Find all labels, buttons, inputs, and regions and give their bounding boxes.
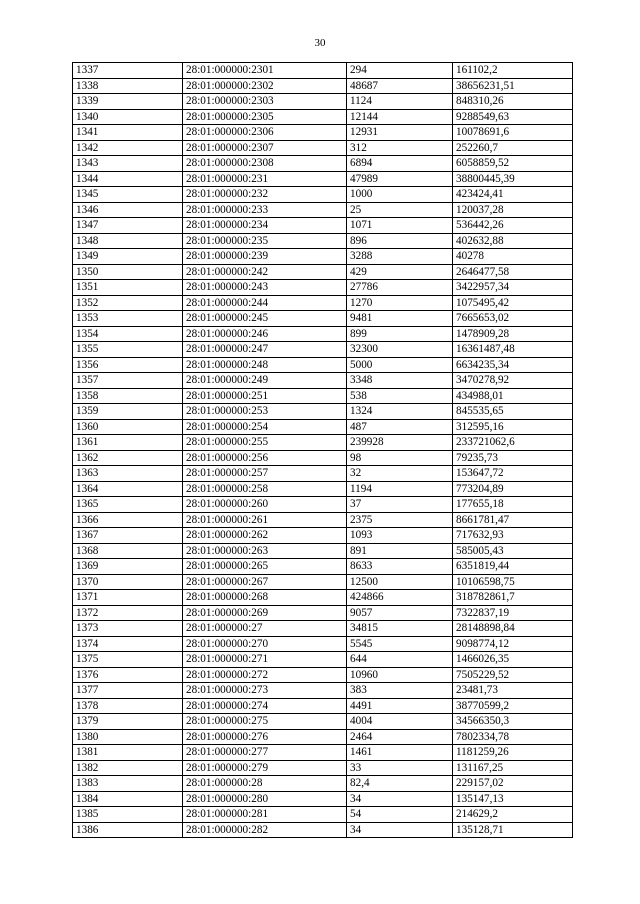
- row-number-cell: 1364: [73, 481, 183, 497]
- land-parcel-table: [72, 62, 573, 838]
- value-cell: 135147,13: [453, 791, 573, 807]
- table-row: [73, 171, 573, 187]
- cadastral-number-cell: 28:01:000000:231: [183, 171, 347, 187]
- table-row: [73, 78, 573, 94]
- table-row: [73, 760, 573, 776]
- area-cell: 4491: [347, 698, 453, 714]
- cadastral-number-cell: 28:01:000000:248: [183, 357, 347, 373]
- row-number-cell: 1380: [73, 729, 183, 745]
- table-row: [73, 419, 573, 435]
- row-number-cell: 1356: [73, 357, 183, 373]
- row-number-cell: 1374: [73, 636, 183, 652]
- cadastral-number-cell: 28:01:000000:251: [183, 388, 347, 404]
- value-cell: 38800445,39: [453, 171, 573, 187]
- row-number-cell: 1368: [73, 543, 183, 559]
- cadastral-number-cell: 28:01:000000:254: [183, 419, 347, 435]
- table-row: [73, 249, 573, 265]
- cadastral-number-cell: 28:01:000000:262: [183, 528, 347, 544]
- area-cell: 891: [347, 543, 453, 559]
- value-cell: 135128,71: [453, 822, 573, 838]
- value-cell: 161102,2: [453, 63, 573, 79]
- table-row: [73, 357, 573, 373]
- cadastral-number-cell: 28:01:000000:239: [183, 249, 347, 265]
- cadastral-number-cell: 28:01:000000:280: [183, 791, 347, 807]
- value-cell: 318782861,7: [453, 590, 573, 606]
- area-cell: 899: [347, 326, 453, 342]
- area-cell: 1461: [347, 745, 453, 761]
- cadastral-number-cell: 28:01:000000:275: [183, 714, 347, 730]
- table-row: [73, 776, 573, 792]
- cadastral-number-cell: 28:01:000000:257: [183, 466, 347, 482]
- value-cell: 2646477,58: [453, 264, 573, 280]
- area-cell: 239928: [347, 435, 453, 451]
- value-cell: 1478909,28: [453, 326, 573, 342]
- area-cell: 32: [347, 466, 453, 482]
- value-cell: 120037,28: [453, 202, 573, 218]
- table-row: [73, 543, 573, 559]
- area-cell: 6894: [347, 156, 453, 172]
- cadastral-number-cell: 28:01:000000:277: [183, 745, 347, 761]
- area-cell: 644: [347, 652, 453, 668]
- area-cell: 5000: [347, 357, 453, 373]
- row-number-cell: 1351: [73, 280, 183, 296]
- area-cell: 12144: [347, 109, 453, 125]
- cadastral-number-cell: 28:01:000000:265: [183, 559, 347, 575]
- area-cell: 4004: [347, 714, 453, 730]
- area-cell: 294: [347, 63, 453, 79]
- area-cell: 1000: [347, 187, 453, 203]
- area-cell: 424866: [347, 590, 453, 606]
- cadastral-number-cell: 28:01:000000:282: [183, 822, 347, 838]
- value-cell: 177655,18: [453, 497, 573, 513]
- value-cell: 1466026,35: [453, 652, 573, 668]
- row-number-cell: 1338: [73, 78, 183, 94]
- table-row: [73, 574, 573, 590]
- cadastral-number-cell: 28:01:000000:235: [183, 233, 347, 249]
- value-cell: 34566350,3: [453, 714, 573, 730]
- area-cell: 1324: [347, 404, 453, 420]
- row-number-cell: 1367: [73, 528, 183, 544]
- value-cell: 229157,02: [453, 776, 573, 792]
- cadastral-number-cell: 28:01:000000:232: [183, 187, 347, 203]
- row-number-cell: 1382: [73, 760, 183, 776]
- row-number-cell: 1365: [73, 497, 183, 513]
- row-number-cell: 1362: [73, 450, 183, 466]
- table-row: [73, 512, 573, 528]
- row-number-cell: 1379: [73, 714, 183, 730]
- area-cell: 48687: [347, 78, 453, 94]
- value-cell: 38770599,2: [453, 698, 573, 714]
- row-number-cell: 1360: [73, 419, 183, 435]
- cadastral-number-cell: 28:01:000000:270: [183, 636, 347, 652]
- row-number-cell: 1354: [73, 326, 183, 342]
- value-cell: 79235,73: [453, 450, 573, 466]
- area-cell: 5545: [347, 636, 453, 652]
- table-row: [73, 807, 573, 823]
- area-cell: 47989: [347, 171, 453, 187]
- cadastral-number-cell: 28:01:000000:2301: [183, 63, 347, 79]
- row-number-cell: 1376: [73, 667, 183, 683]
- value-cell: 312595,16: [453, 419, 573, 435]
- table-row: [73, 311, 573, 327]
- value-cell: 16361487,48: [453, 342, 573, 358]
- row-number-cell: 1359: [73, 404, 183, 420]
- cadastral-number-cell: 28:01:000000:243: [183, 280, 347, 296]
- value-cell: 28148898,84: [453, 621, 573, 637]
- cadastral-number-cell: 28:01:000000:245: [183, 311, 347, 327]
- row-number-cell: 1339: [73, 94, 183, 110]
- area-cell: 8633: [347, 559, 453, 575]
- cadastral-number-cell: 28:01:000000:244: [183, 295, 347, 311]
- value-cell: 9098774,12: [453, 636, 573, 652]
- cadastral-number-cell: 28:01:000000:2305: [183, 109, 347, 125]
- table-row: [73, 63, 573, 79]
- row-number-cell: 1352: [73, 295, 183, 311]
- area-cell: 54: [347, 807, 453, 823]
- area-cell: 429: [347, 264, 453, 280]
- value-cell: 38656231,51: [453, 78, 573, 94]
- value-cell: 6058859,52: [453, 156, 573, 172]
- row-number-cell: 1349: [73, 249, 183, 265]
- table-row: [73, 218, 573, 234]
- table-row: [73, 202, 573, 218]
- cadastral-number-cell: 28:01:000000:233: [183, 202, 347, 218]
- value-cell: 7322837,19: [453, 605, 573, 621]
- cadastral-number-cell: 28:01:000000:255: [183, 435, 347, 451]
- area-cell: 3288: [347, 249, 453, 265]
- value-cell: 717632,93: [453, 528, 573, 544]
- cadastral-number-cell: 28:01:000000:263: [183, 543, 347, 559]
- row-number-cell: 1373: [73, 621, 183, 637]
- area-cell: 1071: [347, 218, 453, 234]
- area-cell: 32300: [347, 342, 453, 358]
- table-row: [73, 605, 573, 621]
- cadastral-number-cell: 28:01:000000:247: [183, 342, 347, 358]
- row-number-cell: 1378: [73, 698, 183, 714]
- table-row: [73, 621, 573, 637]
- row-number-cell: 1370: [73, 574, 183, 590]
- area-cell: 12500: [347, 574, 453, 590]
- table-row: [73, 729, 573, 745]
- row-number-cell: 1344: [73, 171, 183, 187]
- table-row: [73, 109, 573, 125]
- value-cell: 131167,25: [453, 760, 573, 776]
- table-row: [73, 652, 573, 668]
- area-cell: 34: [347, 791, 453, 807]
- table-body: [73, 63, 573, 838]
- cadastral-number-cell: 28:01:000000:249: [183, 373, 347, 389]
- row-number-cell: 1372: [73, 605, 183, 621]
- row-number-cell: 1369: [73, 559, 183, 575]
- area-cell: 33: [347, 760, 453, 776]
- table-row: [73, 559, 573, 575]
- row-number-cell: 1347: [73, 218, 183, 234]
- value-cell: 423424,41: [453, 187, 573, 203]
- value-cell: 252260,7: [453, 140, 573, 156]
- cadastral-number-cell: 28:01:000000:2307: [183, 140, 347, 156]
- row-number-cell: 1353: [73, 311, 183, 327]
- area-cell: 538: [347, 388, 453, 404]
- cadastral-number-cell: 28:01:000000:234: [183, 218, 347, 234]
- table-row: [73, 435, 573, 451]
- row-number-cell: 1381: [73, 745, 183, 761]
- area-cell: 12931: [347, 125, 453, 141]
- cadastral-number-cell: 28:01:000000:253: [183, 404, 347, 420]
- table-row: [73, 698, 573, 714]
- cadastral-number-cell: 28:01:000000:2306: [183, 125, 347, 141]
- table-row: [73, 745, 573, 761]
- row-number-cell: 1371: [73, 590, 183, 606]
- row-number-cell: 1342: [73, 140, 183, 156]
- area-cell: 3348: [347, 373, 453, 389]
- cadastral-number-cell: 28:01:000000:267: [183, 574, 347, 590]
- row-number-cell: 1386: [73, 822, 183, 838]
- cadastral-number-cell: 28:01:000000:27: [183, 621, 347, 637]
- table-row: [73, 295, 573, 311]
- table-row: [73, 156, 573, 172]
- table-row: [73, 497, 573, 513]
- cadastral-number-cell: 28:01:000000:279: [183, 760, 347, 776]
- cadastral-number-cell: 28:01:000000:260: [183, 497, 347, 513]
- cadastral-number-cell: 28:01:000000:2303: [183, 94, 347, 110]
- row-number-cell: 1340: [73, 109, 183, 125]
- table-row: [73, 590, 573, 606]
- cadastral-number-cell: 28:01:000000:28: [183, 776, 347, 792]
- table-row: [73, 791, 573, 807]
- row-number-cell: 1385: [73, 807, 183, 823]
- value-cell: 153647,72: [453, 466, 573, 482]
- area-cell: 1124: [347, 94, 453, 110]
- value-cell: 585005,43: [453, 543, 573, 559]
- cadastral-number-cell: 28:01:000000:276: [183, 729, 347, 745]
- table-row: [73, 233, 573, 249]
- row-number-cell: 1358: [73, 388, 183, 404]
- value-cell: 233721062,6: [453, 435, 573, 451]
- table-row: [73, 125, 573, 141]
- value-cell: 3422957,34: [453, 280, 573, 296]
- table-row: [73, 404, 573, 420]
- table-row: [73, 528, 573, 544]
- row-number-cell: 1375: [73, 652, 183, 668]
- row-number-cell: 1350: [73, 264, 183, 280]
- value-cell: 1075495,42: [453, 295, 573, 311]
- area-cell: 9481: [347, 311, 453, 327]
- area-cell: 98: [347, 450, 453, 466]
- row-number-cell: 1337: [73, 63, 183, 79]
- page-number: 30: [314, 37, 326, 49]
- area-cell: 1093: [347, 528, 453, 544]
- cadastral-number-cell: 28:01:000000:261: [183, 512, 347, 528]
- area-cell: 9057: [347, 605, 453, 621]
- table-row: [73, 187, 573, 203]
- cadastral-number-cell: 28:01:000000:271: [183, 652, 347, 668]
- area-cell: 10960: [347, 667, 453, 683]
- cadastral-number-cell: 28:01:000000:258: [183, 481, 347, 497]
- cadastral-number-cell: 28:01:000000:273: [183, 683, 347, 699]
- value-cell: 7665653,02: [453, 311, 573, 327]
- value-cell: 10106598,75: [453, 574, 573, 590]
- table-row: [73, 326, 573, 342]
- row-number-cell: 1357: [73, 373, 183, 389]
- area-cell: 383: [347, 683, 453, 699]
- value-cell: 773204,89: [453, 481, 573, 497]
- table-row: [73, 264, 573, 280]
- table-row: [73, 450, 573, 466]
- row-number-cell: 1341: [73, 125, 183, 141]
- value-cell: 402632,88: [453, 233, 573, 249]
- value-cell: 6634235,34: [453, 357, 573, 373]
- cadastral-number-cell: 28:01:000000:269: [183, 605, 347, 621]
- row-number-cell: 1384: [73, 791, 183, 807]
- row-number-cell: 1366: [73, 512, 183, 528]
- value-cell: 3470278,92: [453, 373, 573, 389]
- table-row: [73, 667, 573, 683]
- value-cell: 23481,73: [453, 683, 573, 699]
- value-cell: 7505229,52: [453, 667, 573, 683]
- row-number-cell: 1363: [73, 466, 183, 482]
- row-number-cell: 1346: [73, 202, 183, 218]
- table-row: [73, 140, 573, 156]
- area-cell: 312: [347, 140, 453, 156]
- area-cell: 1194: [347, 481, 453, 497]
- area-cell: 1270: [347, 295, 453, 311]
- value-cell: 848310,26: [453, 94, 573, 110]
- value-cell: 6351819,44: [453, 559, 573, 575]
- cadastral-number-cell: 28:01:000000:281: [183, 807, 347, 823]
- row-number-cell: 1383: [73, 776, 183, 792]
- value-cell: 8661781,47: [453, 512, 573, 528]
- table-row: [73, 714, 573, 730]
- cadastral-number-cell: 28:01:000000:246: [183, 326, 347, 342]
- table-row: [73, 822, 573, 838]
- cadastral-number-cell: 28:01:000000:2302: [183, 78, 347, 94]
- area-cell: 25: [347, 202, 453, 218]
- table-row: [73, 683, 573, 699]
- row-number-cell: 1355: [73, 342, 183, 358]
- value-cell: 7802334,78: [453, 729, 573, 745]
- row-number-cell: 1345: [73, 187, 183, 203]
- cadastral-number-cell: 28:01:000000:268: [183, 590, 347, 606]
- area-cell: 2375: [347, 512, 453, 528]
- table-row: [73, 280, 573, 296]
- area-cell: 37: [347, 497, 453, 513]
- row-number-cell: 1361: [73, 435, 183, 451]
- value-cell: 434988,01: [453, 388, 573, 404]
- table-row: [73, 481, 573, 497]
- row-number-cell: 1348: [73, 233, 183, 249]
- value-cell: 10078691,6: [453, 125, 573, 141]
- value-cell: 40278: [453, 249, 573, 265]
- value-cell: 536442,26: [453, 218, 573, 234]
- value-cell: 845535,65: [453, 404, 573, 420]
- area-cell: 487: [347, 419, 453, 435]
- cadastral-number-cell: 28:01:000000:272: [183, 667, 347, 683]
- row-number-cell: 1377: [73, 683, 183, 699]
- value-cell: 1181259,26: [453, 745, 573, 761]
- table-row: [73, 636, 573, 652]
- area-cell: 27786: [347, 280, 453, 296]
- value-cell: 9288549,63: [453, 109, 573, 125]
- table-row: [73, 94, 573, 110]
- area-cell: 896: [347, 233, 453, 249]
- cadastral-number-cell: 28:01:000000:274: [183, 698, 347, 714]
- value-cell: 214629,2: [453, 807, 573, 823]
- cadastral-number-cell: 28:01:000000:256: [183, 450, 347, 466]
- row-number-cell: 1343: [73, 156, 183, 172]
- area-cell: 2464: [347, 729, 453, 745]
- area-cell: 82,4: [347, 776, 453, 792]
- area-cell: 34815: [347, 621, 453, 637]
- table-row: [73, 342, 573, 358]
- area-cell: 34: [347, 822, 453, 838]
- cadastral-number-cell: 28:01:000000:242: [183, 264, 347, 280]
- cadastral-number-cell: 28:01:000000:2308: [183, 156, 347, 172]
- table-row: [73, 388, 573, 404]
- table-row: [73, 373, 573, 389]
- table-row: [73, 466, 573, 482]
